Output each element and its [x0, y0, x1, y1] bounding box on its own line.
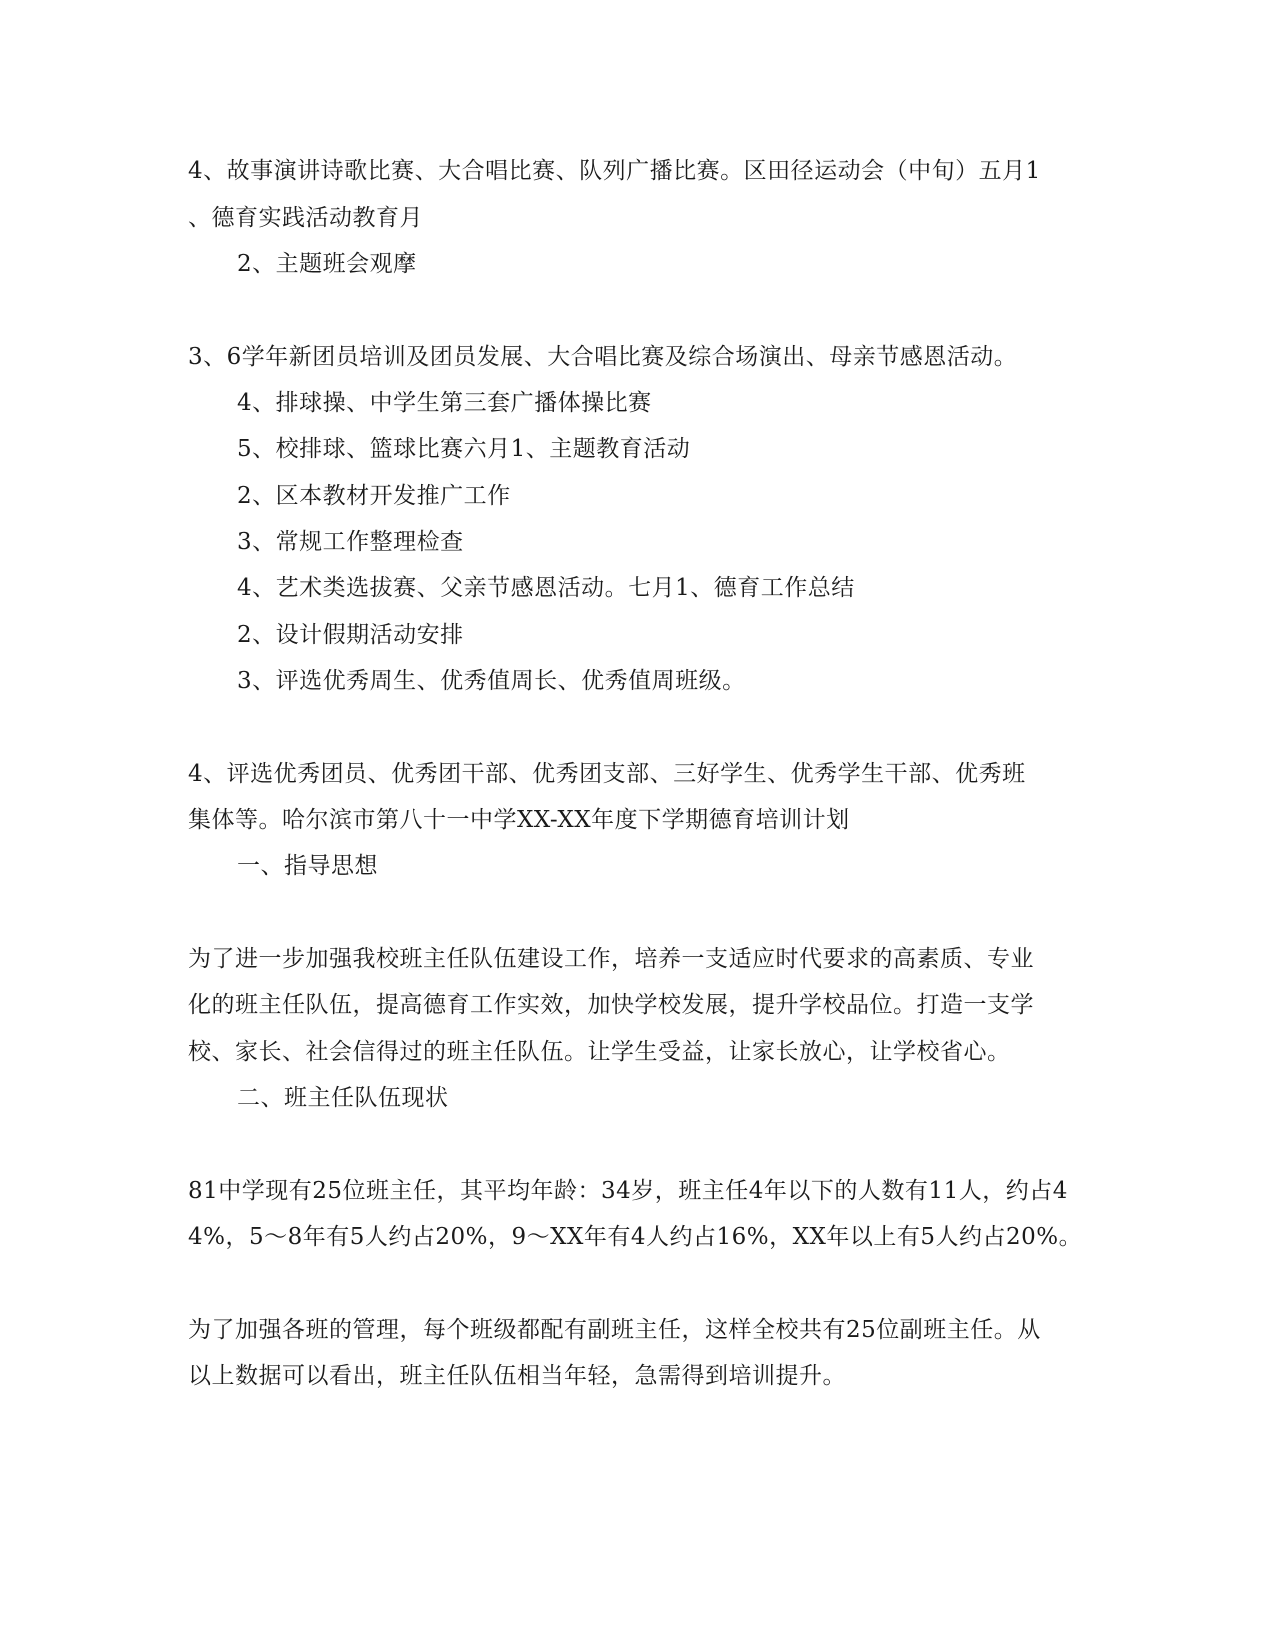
- text-line: 2、区本教材开发推广工作: [237, 483, 511, 509]
- text-line: 4、排球操、中学生第三套广播体操比赛: [237, 390, 652, 416]
- text-line: 81中学现有25位班主任，其平均年龄：34岁，班主任4年以下的人数有11人，约占4: [188, 1178, 1068, 1204]
- text-line: 为了进一步加强我校班主任队伍建设工作，培养一支适应时代要求的高素质、专业: [188, 946, 1034, 972]
- text-line: 2、主题班会观摩: [237, 251, 417, 277]
- text-line: 4%，5～8年有5人约占20%，9～XX年有4人约占16%，XX年以上有5人约占20%。: [188, 1224, 1083, 1250]
- text-line: 3、常规工作整理检查: [237, 529, 464, 555]
- text-line: 2、设计假期活动安排: [237, 622, 464, 648]
- section-heading: 二、班主任队伍现状: [237, 1085, 449, 1111]
- text-line: 4、评选优秀团员、优秀团干部、优秀团支部、三好学生、优秀学生干部、优秀班: [188, 761, 1026, 787]
- text-line: 集体等。哈尔滨市第八十一中学XX-XX年度下学期德育培训计划: [188, 807, 850, 833]
- text-line: 化的班主任队伍，提高德育工作实效，加快学校发展，提升学校品位。打造一支学: [188, 992, 1034, 1018]
- text-line: 3、评选优秀周生、优秀值周长、优秀值周班级。: [237, 668, 746, 694]
- text-line: 为了加强各班的管理，每个班级都配有副班主任，这样全校共有25位副班主任。从: [188, 1317, 1041, 1343]
- text-line: 、德育实践活动教育月: [188, 205, 423, 231]
- text-line: 4、艺术类选拔赛、父亲节感恩活动。七月1、德育工作总结: [237, 575, 855, 601]
- text-line: 3、6学年新团员培训及团员发展、大合唱比赛及综合场演出、母亲节感恩活动。: [188, 344, 1018, 370]
- text-line: 4、故事演讲诗歌比赛、大合唱比赛、队列广播比赛。区田径运动会（中旬）五月1: [188, 158, 1041, 184]
- section-heading: 一、指导思想: [237, 853, 378, 879]
- text-line: 5、校排球、篮球比赛六月1、主题教育活动: [237, 436, 691, 462]
- text-line: 以上数据可以看出，班主任队伍相当年轻，急需得到培训提升。: [188, 1363, 846, 1389]
- text-line: 校、家长、社会信得过的班主任队伍。让学生受益，让家长放心，让学校省心。: [188, 1039, 1011, 1065]
